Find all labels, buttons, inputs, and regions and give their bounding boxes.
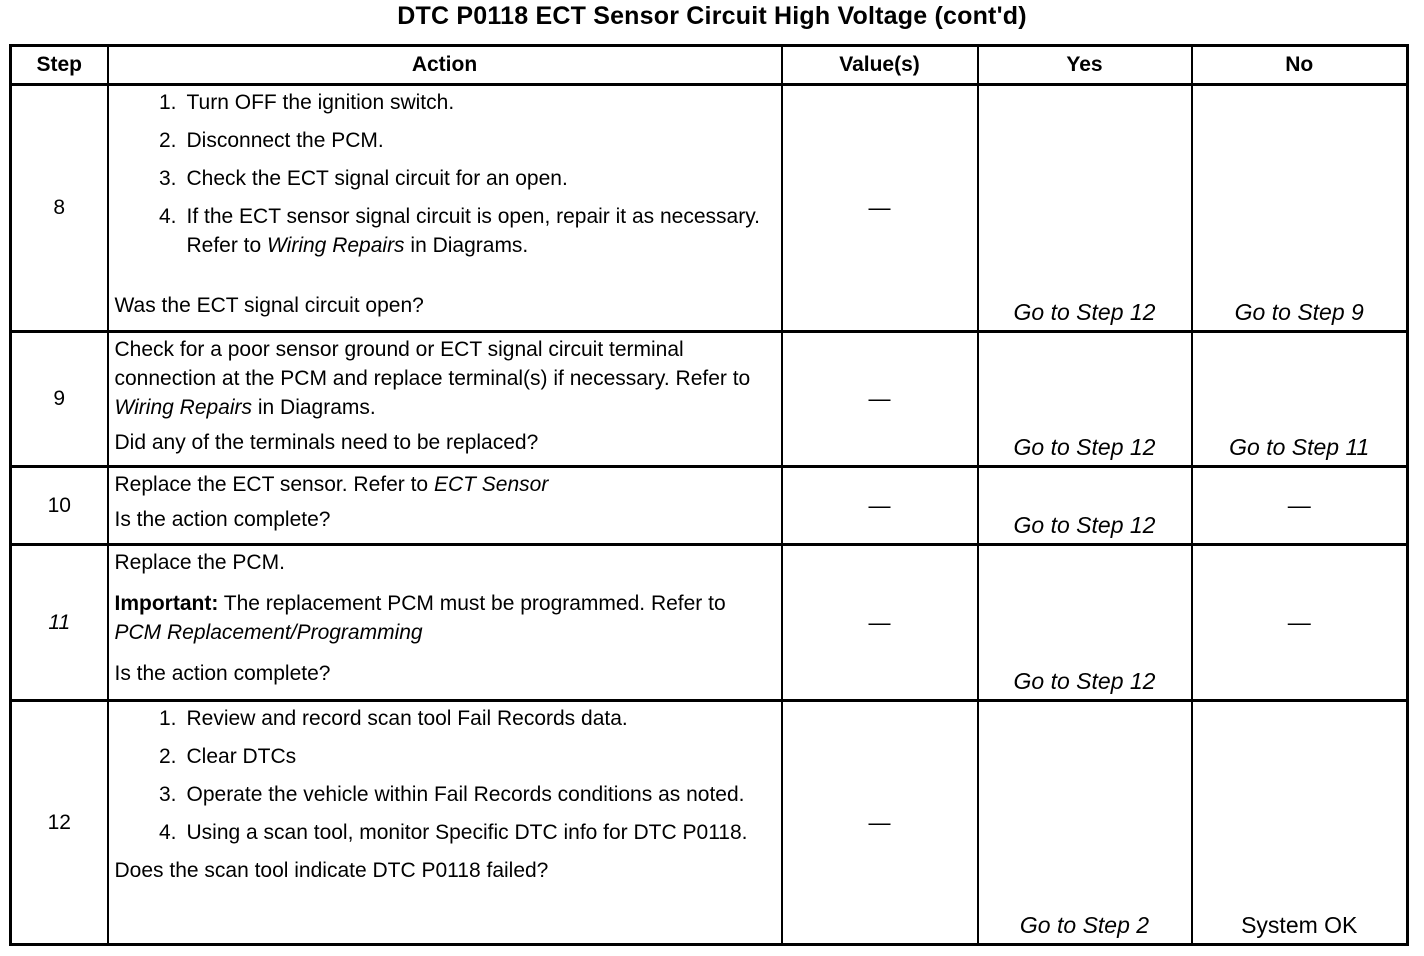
list-item [115,780,775,809]
step-number: 8 [11,85,108,332]
table-row-step-12 [11,701,1408,945]
item-text: Disconnect the PCM. [186,129,384,152]
value-cell: — [782,545,978,701]
item-number: 2. [158,745,177,768]
list-item [115,88,775,117]
step-number: 9 [11,332,108,467]
no-cell: — [1192,467,1408,545]
list-item [115,126,775,155]
step-number: 12 [11,701,108,945]
question: Was the ECT signal circuit open? [114,294,424,317]
question: Is the action complete? [114,662,331,685]
action-steps [115,704,775,847]
step-number: 10 [11,467,108,545]
table-row-step-11 [11,545,1408,701]
action-text-part: Replace the ECT sensor. Refer to [114,473,434,496]
question: Does the scan tool indicate DTC P0118 failed? [114,859,549,882]
header-values: Value(s) [782,46,978,85]
action-cell [108,545,782,701]
item-number: 1. [158,707,177,730]
question: Is the action complete? [114,508,331,531]
list-item [115,202,775,260]
item-number: 1. [158,91,177,114]
important-label: Important: [114,592,219,615]
action-text-part: Check for a poor sensor ground or ECT signal circuit terminal connection at the PCM and replace terminal(s) if necessary. Refer to [114,338,751,390]
table-row-step-10 [11,467,1408,545]
page-title: DTC P0118 ECT Sensor Circuit High Voltage (cont'd) [397,2,1027,30]
action-text: Replace the PCM. [114,551,285,574]
step-number: 11 [11,545,108,701]
table-row-step-9 [11,332,1408,467]
no-cell: System OK [1192,701,1408,945]
yes-cell: Go to Step 12 [978,332,1192,467]
action-text [115,335,775,422]
item-number: 4. [158,205,177,228]
item-number: 3. [158,167,177,190]
item-text: Check the ECT signal circuit for an open. [186,167,568,190]
item-text: Turn OFF the ignition switch. [186,91,455,114]
diagnostic-table [9,44,1409,946]
action-cell [108,701,782,945]
yes-cell: Go to Step 12 [978,545,1192,701]
important-note [115,589,775,647]
value-cell: — [782,467,978,545]
no-cell: Go to Step 9 [1192,85,1408,332]
item-number: 3. [158,783,177,806]
header-yes: Yes [978,46,1192,85]
action-text [115,470,775,499]
action-cell [108,467,782,545]
no-cell: — [1192,545,1408,701]
action-cell [108,332,782,467]
header-row [11,46,1408,85]
important-text: The replacement PCM must be programmed. Refer to [218,592,726,615]
item-text-part: If the ECT sensor signal circuit is open, repair it as necessary. Refer to [186,205,760,257]
reference-link: ECT Sensor [433,473,549,496]
item-text-part: in Diagrams. [404,234,529,257]
list-item [115,704,775,733]
question: Did any of the terminals need to be replaced? [114,431,539,454]
header-action: Action [108,46,782,85]
item-text: Operate the vehicle within Fail Records conditions as noted. [186,783,745,806]
reference-link: PCM Replacement/Programming [114,621,423,644]
list-item [115,164,775,193]
list-item [115,742,775,771]
item-number: 2. [158,129,177,152]
yes-cell: Go to Step 2 [978,701,1192,945]
item-text: Review and record scan tool Fail Records data. [186,707,628,730]
action-cell [108,85,782,332]
item-text: Clear DTCs [186,745,297,768]
table-row-step-8 [11,85,1408,332]
yes-cell: Go to Step 12 [978,85,1192,332]
value-cell: — [782,701,978,945]
item-text [187,202,775,260]
action-steps [115,88,775,260]
value-cell: — [782,332,978,467]
no-cell: Go to Step 11 [1192,332,1408,467]
item-number: 4. [158,821,177,844]
list-item [115,818,775,847]
reference-link: Wiring Repairs [114,396,253,419]
header-no: No [1192,46,1408,85]
value-cell: — [782,85,978,332]
header-step: Step [11,46,108,85]
action-text-part: in Diagrams. [252,396,376,419]
reference-link: Wiring Repairs [267,234,405,257]
item-text: Using a scan tool, monitor Specific DTC info for DTC P0118. [186,821,748,844]
yes-cell: Go to Step 12 [978,467,1192,545]
